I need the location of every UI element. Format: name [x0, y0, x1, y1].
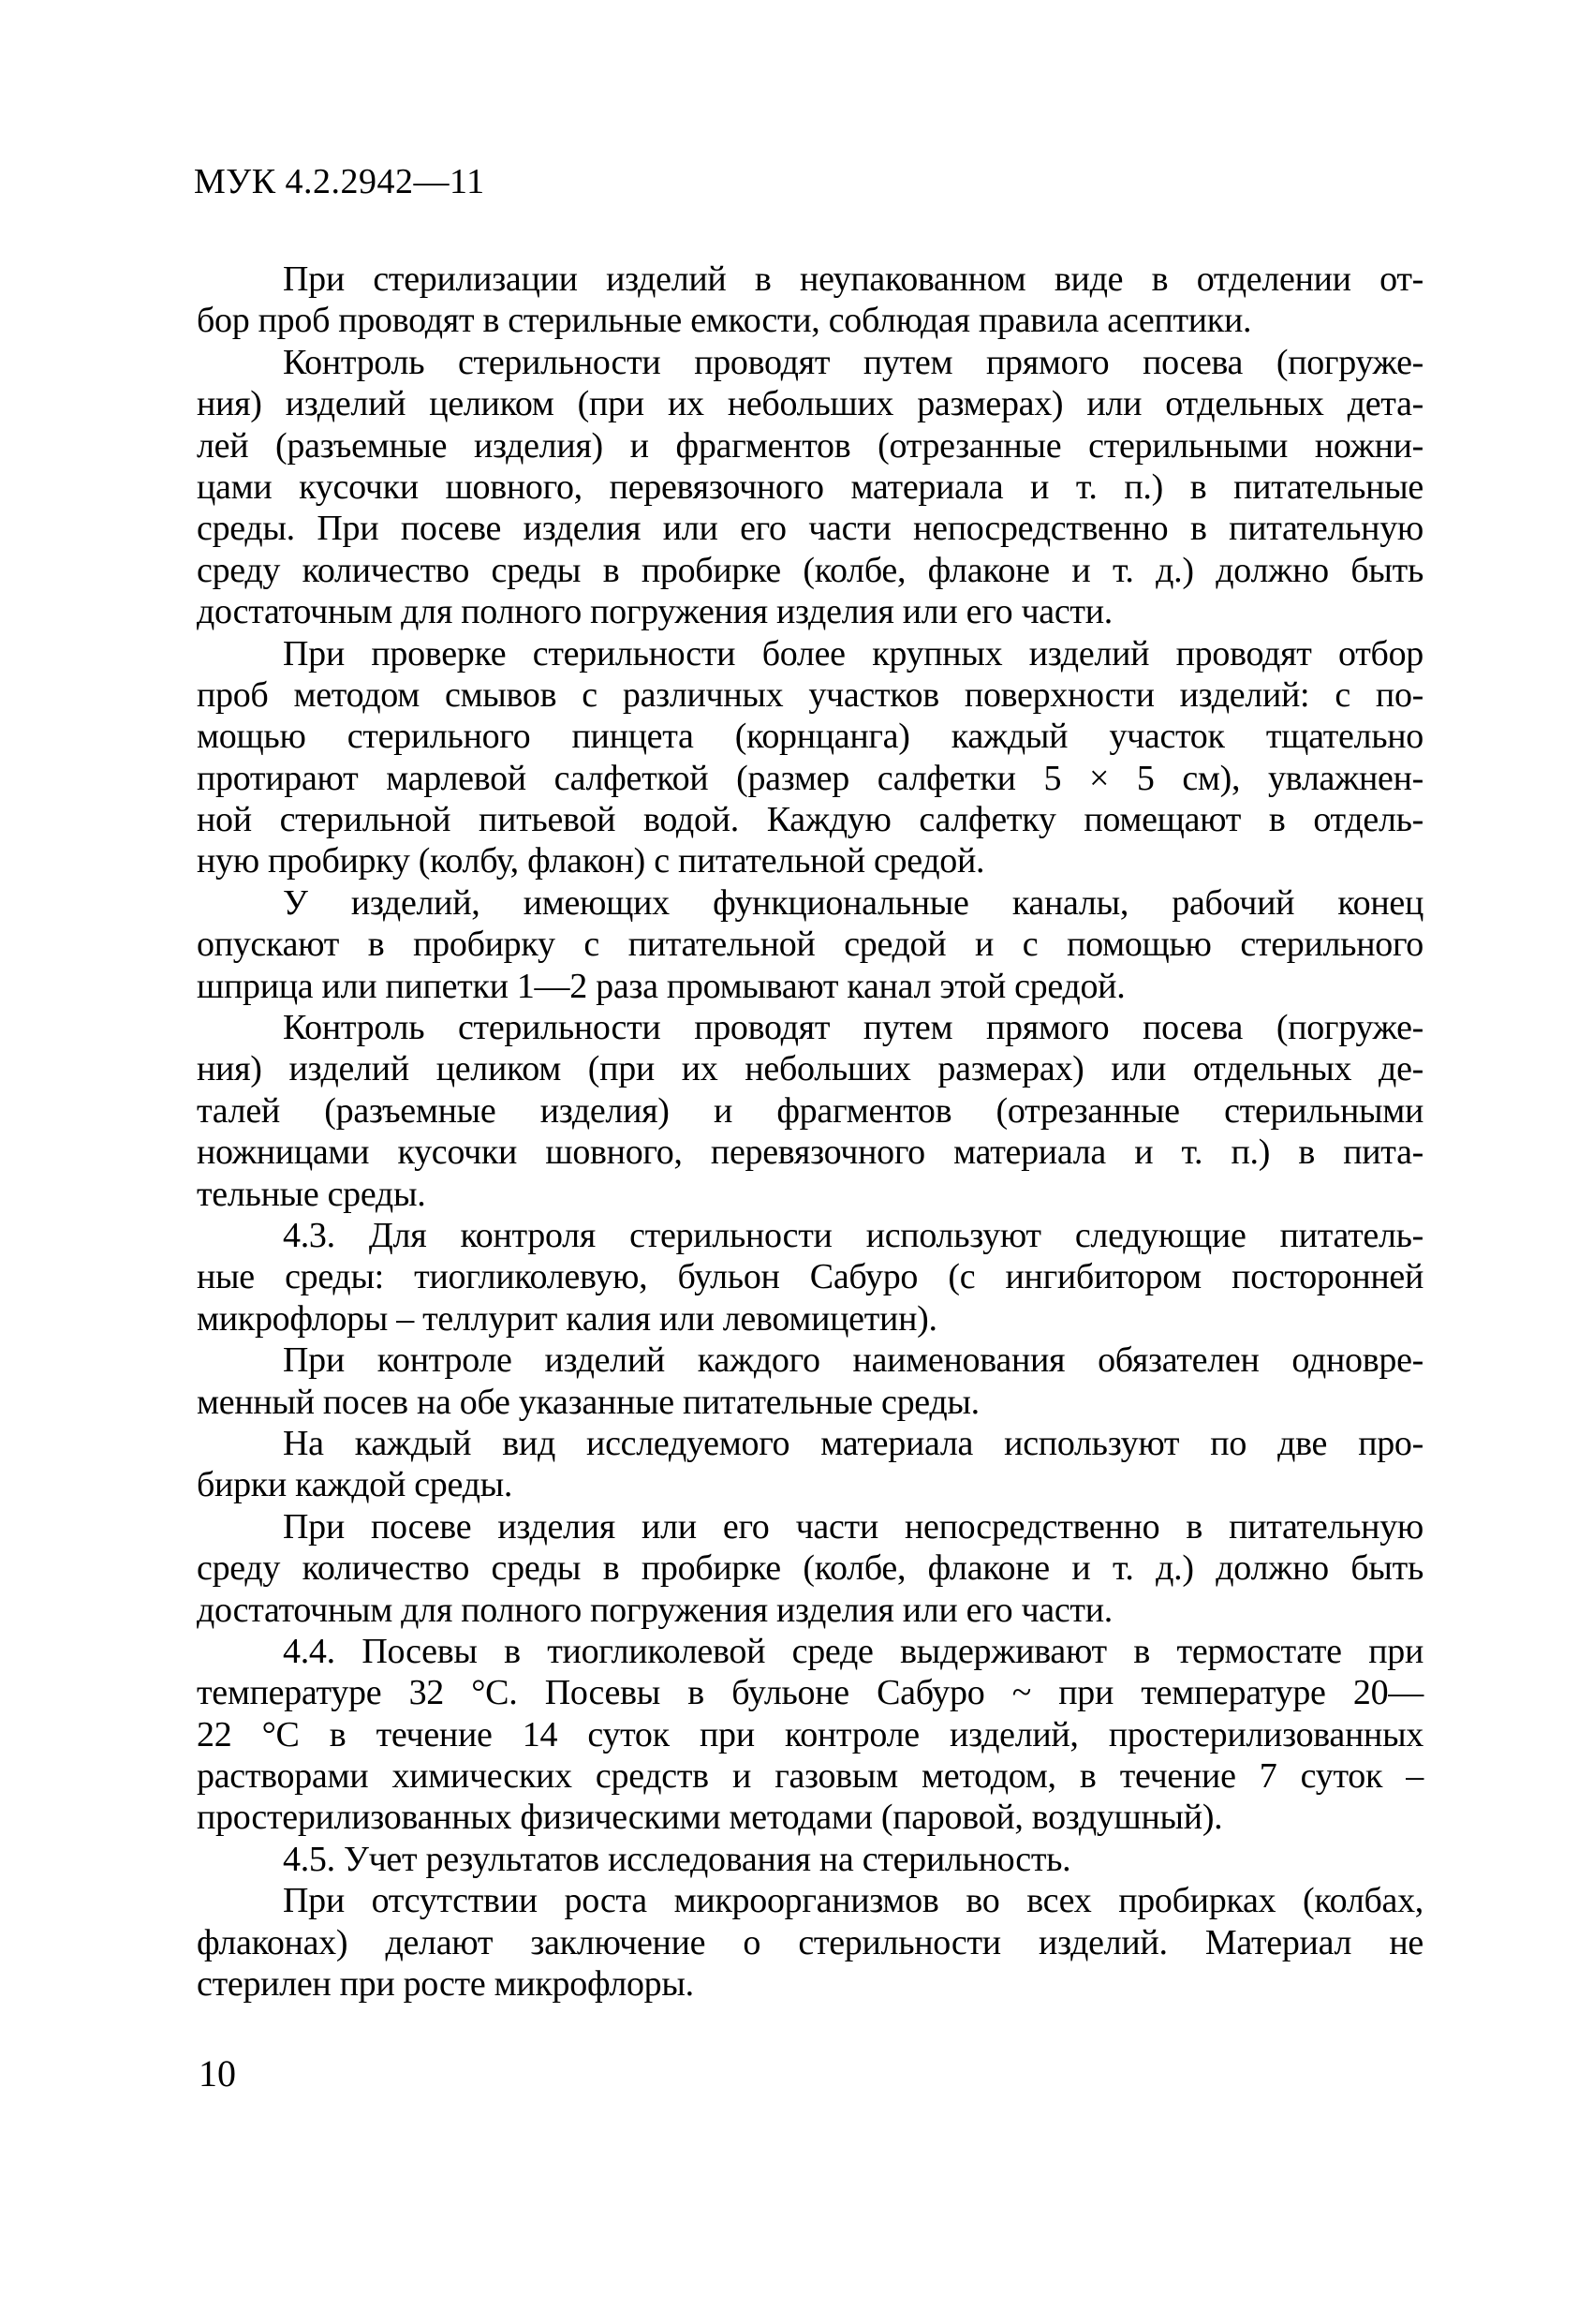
text-line: Контроль стерильности проводят путем прямого посева (погруже- [283, 1008, 1423, 1048]
text-line: температуре 32 °С. Посевы в бульоне Сабуро ~ при температуре 20— [197, 1673, 1423, 1713]
text-line: Контроль стерильности проводят путем прямого посева (погруже- [283, 342, 1423, 382]
text-line: среды. При посеве изделия или его части непосредственно в питательную [197, 509, 1423, 549]
text-line: ные среды: тиогликолевую, бульон Сабуро (с ингибитором посторонней [197, 1257, 1423, 1297]
text-line: растворами химических средств и газовым методом, в течение 7 суток – [197, 1756, 1423, 1797]
text-line: ной стерильной питьевой водой. Каждую салфетку помещают в отдель- [197, 800, 1423, 840]
document-body [197, 259, 1423, 2005]
text-line: мощью стерильного пинцета (корнцанга) каждый участок тщательно [197, 717, 1423, 757]
text-line: бирки каждой среды. [197, 1465, 513, 1505]
document-code-header: МУК 4.2.2942—11 [194, 162, 485, 201]
text-line: ную пробирку (колбу, флакон) с питательной средой. [197, 841, 985, 881]
text-line: бор проб проводят в стерильные емкости, соблюдая правила асептики. [197, 301, 1252, 341]
text-line: тельные среды. [197, 1174, 426, 1214]
text-line: ния) изделий целиком (при их небольших размерах) или отдельных де- [197, 1049, 1423, 1089]
text-line: талей (разъемные изделия) и фрагментов (отрезанные стерильными [197, 1090, 1423, 1131]
text-line: среду количество среды в пробирке (колбе, флаконе и т. д.) должно быть [197, 1548, 1423, 1589]
text-line: стерилен при росте микрофлоры. [197, 1964, 694, 2005]
text-line: микрофлоры – теллурит калия или левомицетин). [197, 1298, 937, 1339]
text-line: протирают марлевой салфеткой (размер салфетки 5 × 5 см), увлажнен- [197, 758, 1423, 798]
text-line: ния) изделий целиком (при их небольших размерах) или отдельных дета- [197, 384, 1423, 424]
text-line: среду количество среды в пробирке (колбе, флаконе и т. д.) должно быть [197, 550, 1423, 590]
text-line: При проверке стерильности более крупных изделий проводят отбор [283, 633, 1423, 674]
text-line: У изделий, имеющих функциональные каналы, рабочий конец [283, 882, 1423, 923]
text-line: менный посев на обе указанные питательные среды. [197, 1382, 980, 1422]
text-line: достаточным для полного погружения изделия или его части. [197, 592, 1113, 632]
text-line: опускают в пробирку с питательной средой и с помощью стерильного [197, 925, 1423, 965]
text-line: 4.3. Для контроля стерильности используют следующие питатель- [283, 1215, 1423, 1255]
text-line: 4.5. Учет результатов исследования на стерильность. [283, 1839, 1071, 1879]
text-line: При контроле изделий каждого наименования обязателен одновре- [283, 1340, 1423, 1381]
text-line: При стерилизации изделий в неупакованном виде в отделении от- [283, 259, 1423, 299]
text-line: ножницами кусочки шовного, перевязочного материала и т. п.) в пита- [197, 1132, 1423, 1173]
text-line: При посеве изделия или его части непосредственно в питательную [283, 1506, 1423, 1547]
text-line: 4.4. Посевы в тиогликолевой среде выдерживают в термостате при [283, 1631, 1423, 1671]
text-line: достаточным для полного погружения изделия или его части. [197, 1590, 1113, 1630]
text-line: простерилизованных физическими методами (паровой, воздушный). [197, 1798, 1223, 1838]
text-line: лей (разъемные изделия) и фрагментов (отрезанные стерильными ножни- [197, 425, 1423, 466]
text-line: цами кусочки шовного, перевязочного материала и т. п.) в питательные [197, 466, 1423, 507]
text-line: На каждый вид исследуемого материала используют по две про- [283, 1423, 1423, 1463]
text-line: шприца или пипетки 1—2 раза промывают канал этой средой. [197, 966, 1126, 1006]
text-line: проб методом смывов с различных участков поверхности изделий: с по- [197, 674, 1423, 715]
text-line: 22 °С в течение 14 суток при контроле изделий, простерилизованных [197, 1714, 1423, 1754]
text-line: При отсутствии роста микроорганизмов во всех пробирках (колбах, [283, 1881, 1423, 1921]
page-number: 10 [199, 2052, 236, 2095]
text-line: флаконах) делают заключение о стерильности изделий. Материал не [197, 1922, 1423, 1962]
